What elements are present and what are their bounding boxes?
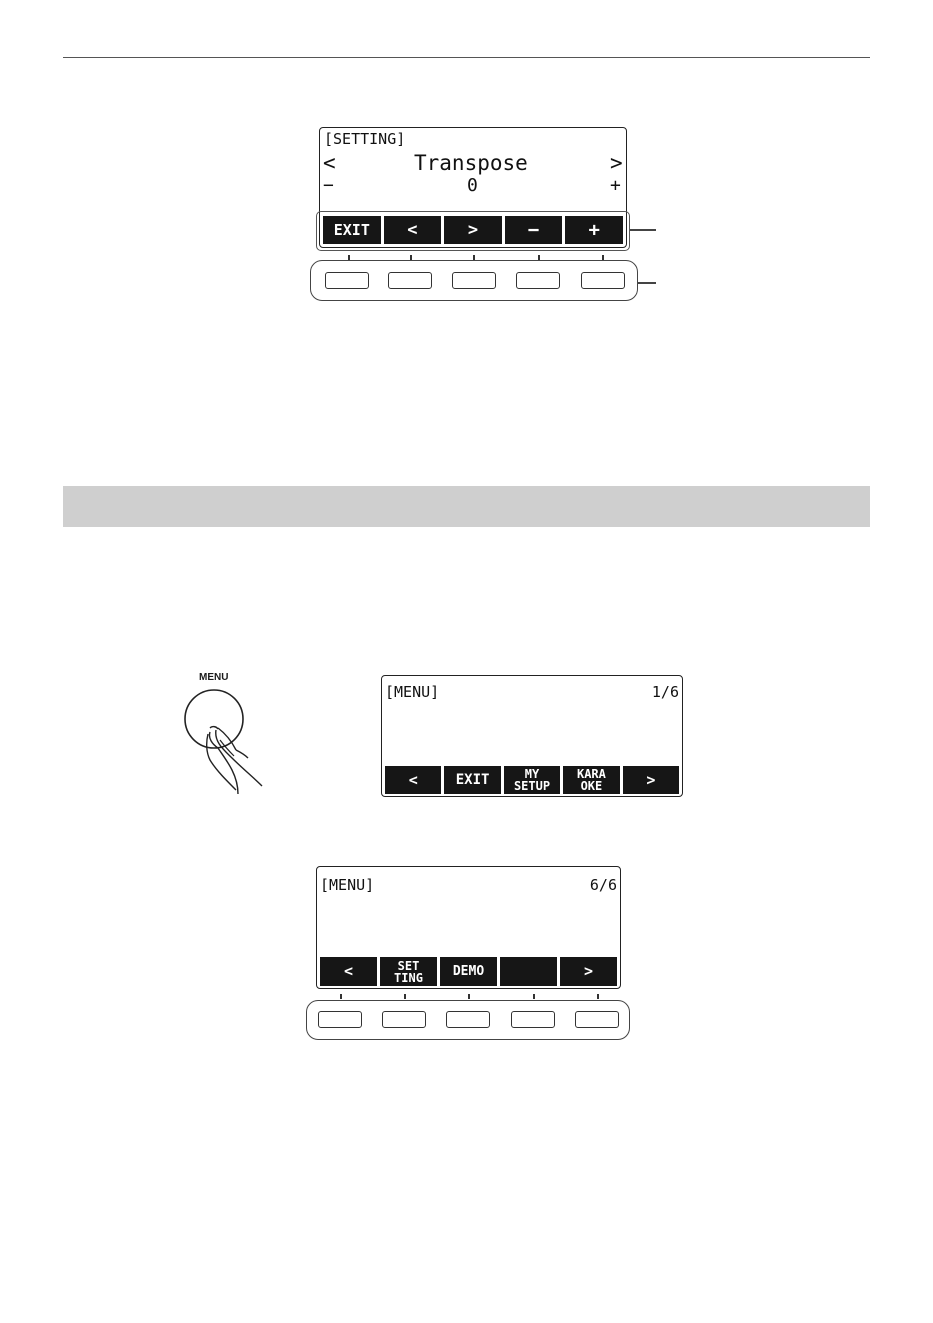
- softkey-plus[interactable]: +: [565, 216, 623, 244]
- hardware-button-1[interactable]: [325, 272, 369, 289]
- softkey-bracket: [316, 211, 630, 251]
- softkey-karaoke[interactable]: KARA OKE: [563, 766, 619, 794]
- softkey-exit[interactable]: EXIT: [323, 216, 381, 244]
- page-indicator: 6/6: [589, 876, 617, 894]
- hardware-button-5[interactable]: [581, 272, 625, 289]
- tick: [340, 994, 342, 999]
- nav-left-icon: <: [323, 151, 336, 175]
- tick: [597, 994, 599, 999]
- nav-right-icon: >: [610, 151, 623, 175]
- hardware-button-2[interactable]: [388, 272, 432, 289]
- softkey-next[interactable]: >: [560, 957, 617, 986]
- hardware-button-1[interactable]: [318, 1011, 362, 1028]
- tick: [404, 994, 406, 999]
- hardware-button-5[interactable]: [575, 1011, 619, 1028]
- softkey-prev[interactable]: <: [320, 957, 377, 986]
- hardware-button-4[interactable]: [516, 272, 560, 289]
- softkey-row: [385, 766, 679, 794]
- lcd-menu-screen-1: [381, 675, 683, 797]
- tick: [468, 994, 470, 999]
- softkey-exit[interactable]: EXIT: [444, 766, 500, 794]
- section-heading-bar: [63, 486, 870, 527]
- softkey-demo[interactable]: DEMO: [440, 957, 497, 986]
- page-indicator: 1/6: [651, 683, 679, 701]
- setting-value: 0: [467, 175, 478, 196]
- hardware-button-2[interactable]: [382, 1011, 426, 1028]
- setting-title: Transpose: [414, 151, 528, 175]
- hardware-button-4[interactable]: [511, 1011, 555, 1028]
- screen-header: [MENU]: [320, 876, 375, 894]
- softkey-blank[interactable]: [500, 957, 557, 986]
- screen-header: [MENU]: [385, 683, 440, 701]
- softkey-prev[interactable]: <: [384, 216, 442, 244]
- lcd-menu-screen-6: [316, 866, 621, 989]
- softkey-prev[interactable]: <: [385, 766, 441, 794]
- softkey-my-setup[interactable]: MY SETUP: [504, 766, 560, 794]
- menu-button-hand-icon[interactable]: [176, 682, 286, 797]
- minus-indicator: −: [323, 175, 334, 196]
- callout-line: [630, 229, 656, 231]
- callout-line: [638, 282, 656, 284]
- softkey-next[interactable]: >: [623, 766, 679, 794]
- softkey-minus[interactable]: −: [505, 216, 563, 244]
- tick: [533, 994, 535, 999]
- plus-indicator: +: [610, 175, 621, 196]
- softkey-next[interactable]: >: [444, 216, 502, 244]
- hardware-button-3[interactable]: [452, 272, 496, 289]
- softkey-setting[interactable]: SET TING: [380, 957, 437, 986]
- screen-header: [SETTING]: [324, 130, 406, 148]
- top-rule: [63, 57, 870, 58]
- hardware-button-3[interactable]: [446, 1011, 490, 1028]
- softkey-row: [320, 957, 617, 986]
- menu-button-label: MENU: [199, 672, 229, 683]
